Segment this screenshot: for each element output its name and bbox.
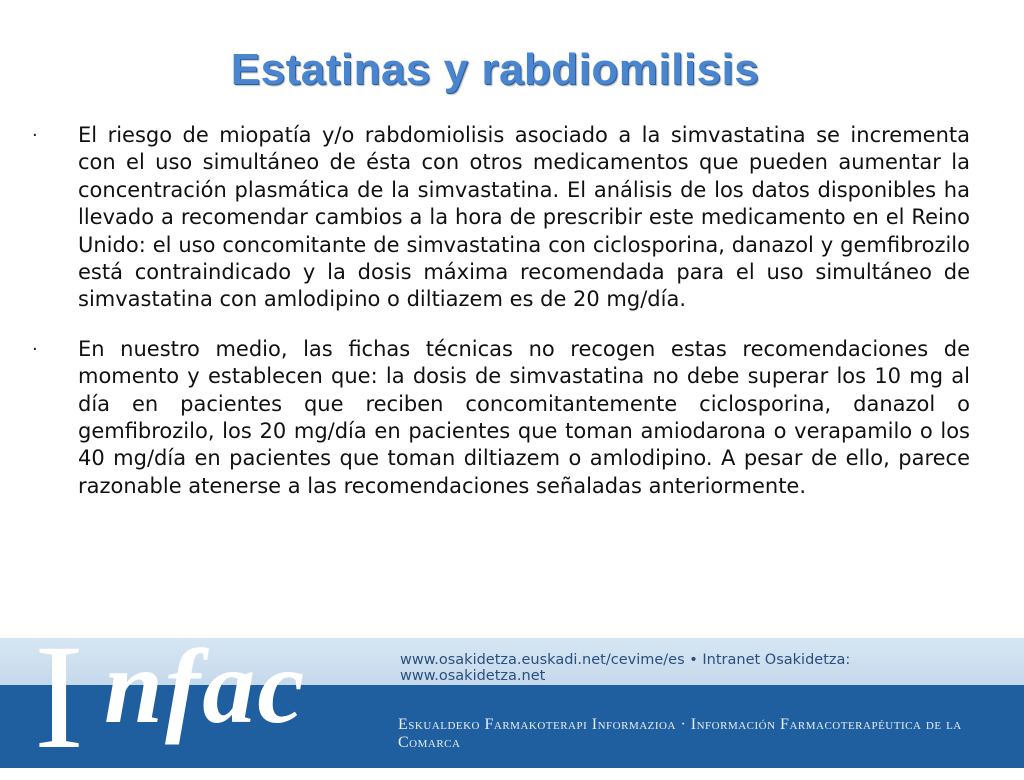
footer-tagline: Eskualdeko Farmakoterapi Informazioa · Información Farmacoterapéutica de la Comarca <box>398 716 962 751</box>
slide-title: Estatinas y rabdiomilisis <box>230 45 760 94</box>
bullet-item-1 <box>30 122 970 314</box>
slide-content <box>30 122 970 522</box>
infac-logo <box>32 614 362 780</box>
bullet-text: El riesgo de miopatía y/o rabdomiolisis asociado a la simvastatina se incrementa con el uso simultáneo de ésta con otros medicamentos que pueden aumentar la concentración plasmática de la simvastatina. El análisis de los datos disponibles ha llevado a recomendar cambios a la hora de prescribir este medicamento en el Reino Unido: el uso concomitante de simvastatina con ciclosporina, danazol y gemfibrozilo está contraindicado y la dosis máxima recomendada para el uso simultáneo de simvastatina con amlodipino o diltiazem es de 20 mg/día. <box>78 123 970 312</box>
bullet-item-2 <box>30 336 970 500</box>
logo-rest: nfac <box>104 628 307 745</box>
bullet-text: En nuestro medio, las fichas técnicas no recogen estas recomendaciones de momento y establecen que: la dosis de simvastatina no debe superar los 10 mg al día en pacientes que reciben concomitantemente ciclosporina, danazol o gemfibrozilo, los 20 mg/día en pacientes que toman amiodarona o verapamilo o los 40 mg/día en pacientes que toman diltiazem o amlodipino. A pesar de ello, parece razonable atenerse a las recomendaciones señaladas anteriormente. <box>78 336 970 498</box>
bullet-mark: · <box>32 125 38 146</box>
logo-initial: I <box>34 614 84 780</box>
footer-urls: www.osakidetza.euskadi.net/cevime/es • Intranet Osakidetza: www.osakidetza.net <box>400 652 851 684</box>
bullet-mark: · <box>32 338 38 360</box>
